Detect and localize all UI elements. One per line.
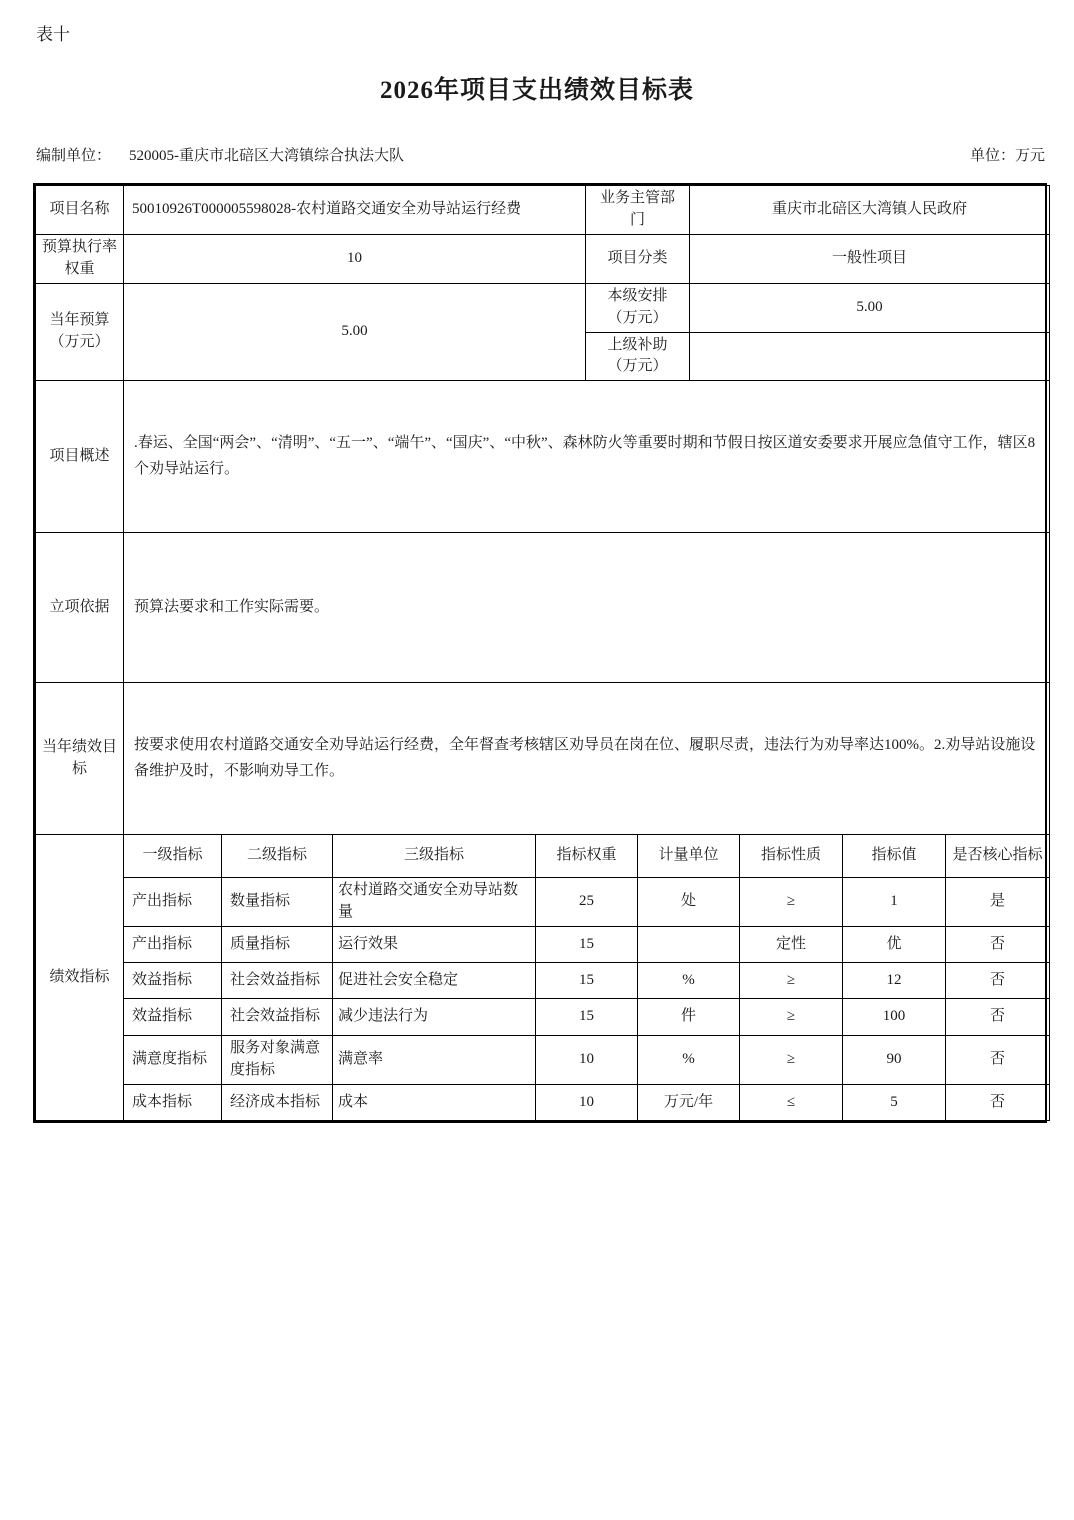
indicator-level2-cell: 质量指标 (222, 927, 333, 963)
indicator-unit-cell: 万元/年 (638, 1085, 740, 1121)
indicator-nature-cell: 定性 (740, 927, 843, 963)
info-table (35, 185, 1050, 835)
indicator-core-cell: 否 (946, 999, 1050, 1036)
indicator-unit-cell: % (638, 1036, 740, 1085)
indicator-level1-cell: 产出指标 (124, 878, 222, 927)
indicator-value-cell: 12 (843, 963, 946, 999)
table-row (36, 683, 1050, 835)
indicator-level3-cell: 成本 (333, 1085, 536, 1121)
prepared-by (36, 144, 404, 165)
indicators-table (35, 834, 1050, 1121)
table-row (36, 186, 1050, 235)
form-number: 表十 (36, 25, 70, 44)
table-row (36, 381, 1050, 533)
budget-value-cell: 5.00 (124, 284, 586, 381)
indicators-section-label-cell: 绩效指标 (36, 835, 124, 1121)
indicator-level1-cell: 产出指标 (124, 927, 222, 963)
indicator-unit-cell: 件 (638, 999, 740, 1036)
local-arrangement-value-cell: 5.00 (690, 284, 1050, 333)
indicator-level1-cell: 成本指标 (124, 1085, 222, 1121)
indicator-unit-cell (638, 927, 740, 963)
indicator-unit-cell: 处 (638, 878, 740, 927)
indicator-weight-cell: 15 (536, 963, 638, 999)
table-row (36, 284, 1050, 333)
indicator-level2-cell: 社会效益指标 (222, 999, 333, 1036)
indicator-nature-cell: ≥ (740, 963, 843, 999)
table-row (36, 999, 1050, 1036)
indicator-level2-cell: 经济成本指标 (222, 1085, 333, 1121)
prepared-by-value: 520005-重庆市北碚区大湾镇综合执法大队 (129, 148, 405, 164)
basis-label-cell: 立项依据 (36, 533, 124, 683)
table-row (36, 533, 1050, 683)
performance-table (33, 183, 1047, 1123)
indicator-level3-cell: 运行效果 (333, 927, 536, 963)
header-core-cell: 是否核心指标 (946, 835, 1050, 878)
header-nature-cell: 指标性质 (740, 835, 843, 878)
indicator-nature-cell: ≥ (740, 999, 843, 1036)
header-unit-cell: 计量单位 (638, 835, 740, 878)
indicator-value-cell: 优 (843, 927, 946, 963)
indicator-level3-cell: 促进社会安全稳定 (333, 963, 536, 999)
overview-label-cell: 项目概述 (36, 381, 124, 533)
table-row (36, 235, 1050, 284)
indicator-nature-cell: ≥ (740, 878, 843, 927)
basis-value-cell: 预算法要求和工作实际需要。 (124, 533, 1050, 683)
indicator-core-cell: 否 (946, 1085, 1050, 1121)
indicator-weight-cell: 15 (536, 999, 638, 1036)
exec-rate-value-cell: 10 (124, 235, 586, 284)
indicator-level2-cell: 数量指标 (222, 878, 333, 927)
indicator-weight-cell: 10 (536, 1085, 638, 1121)
indicator-level2-cell: 社会效益指标 (222, 963, 333, 999)
category-value-cell: 一般性项目 (690, 235, 1050, 284)
table-row (36, 963, 1050, 999)
page-title: 2026年项目支出绩效目标表 (379, 77, 694, 104)
project-name-value-cell: 50010926T000005598028-农村道路交通安全劝导站运行经费 (124, 186, 586, 235)
indicator-level1-cell: 满意度指标 (124, 1036, 222, 1085)
goal-label-cell: 当年绩效目标 (36, 683, 124, 835)
indicators-header-row (36, 835, 1050, 878)
indicator-value-cell: 90 (843, 1036, 946, 1085)
indicator-core-cell: 否 (946, 927, 1050, 963)
superior-subsidy-value-cell (690, 332, 1050, 381)
local-arrangement-label-cell: 本级安排（万元） (586, 284, 690, 333)
indicator-nature-cell: ≥ (740, 1036, 843, 1085)
table-row (36, 1085, 1050, 1121)
indicator-core-cell: 否 (946, 963, 1050, 999)
header-level1-cell: 一级指标 (124, 835, 222, 878)
indicator-level3-cell: 农村道路交通安全劝导站数量 (333, 878, 536, 927)
indicator-value-cell: 5 (843, 1085, 946, 1121)
indicator-level2-cell: 服务对象满意度指标 (222, 1036, 333, 1085)
unit-label: 单位：万元 (969, 148, 1045, 164)
indicator-value-cell: 1 (843, 878, 946, 927)
indicator-core-cell: 否 (946, 1036, 1050, 1085)
indicator-core-cell: 是 (946, 878, 1050, 927)
header-level3-cell: 三级指标 (333, 835, 536, 878)
goal-value-cell: 按要求使用农村道路交通安全劝导站运行经费，全年督查考核辖区劝导员在岗在位、履职尽责，违法行为劝导率达100%。2.劝导站设施设备维护及时，不影响劝导工作。 (124, 683, 1050, 835)
prepared-by-label: 编制单位： (36, 148, 112, 164)
category-label-cell: 项目分类 (586, 235, 690, 284)
indicator-level1-cell: 效益指标 (124, 999, 222, 1036)
meta-row (36, 144, 1045, 165)
header-level2-cell: 二级指标 (222, 835, 333, 878)
indicator-level1-cell: 效益指标 (124, 963, 222, 999)
superior-subsidy-label-cell: 上级补助（万元） (586, 332, 690, 381)
table-row (36, 1036, 1050, 1085)
project-name-label-cell: 项目名称 (36, 186, 124, 235)
dept-label-cell: 业务主管部门 (586, 186, 690, 235)
indicator-weight-cell: 15 (536, 927, 638, 963)
header-weight-cell: 指标权重 (536, 835, 638, 878)
indicator-weight-cell: 10 (536, 1036, 638, 1085)
exec-rate-label-cell: 预算执行率权重 (36, 235, 124, 284)
indicator-weight-cell: 25 (536, 878, 638, 927)
header-value-cell: 指标值 (843, 835, 946, 878)
overview-value-cell: .春运、全国“两会”、“清明”、“五一”、“端午”、“国庆”、“中秋”、森林防火等重要时期和节假日按区道安委要求开展应急值守工作，辖区8个劝导站运行。 (124, 381, 1050, 533)
indicator-nature-cell: ≤ (740, 1085, 843, 1121)
table-row (36, 927, 1050, 963)
indicator-unit-cell: % (638, 963, 740, 999)
indicator-value-cell: 100 (843, 999, 946, 1036)
table-row (36, 878, 1050, 927)
dept-value-cell: 重庆市北碚区大湾镇人民政府 (690, 186, 1050, 235)
budget-label-cell: 当年预算（万元） (36, 284, 124, 381)
indicator-level3-cell: 减少违法行为 (333, 999, 536, 1036)
indicator-level3-cell: 满意率 (333, 1036, 536, 1085)
